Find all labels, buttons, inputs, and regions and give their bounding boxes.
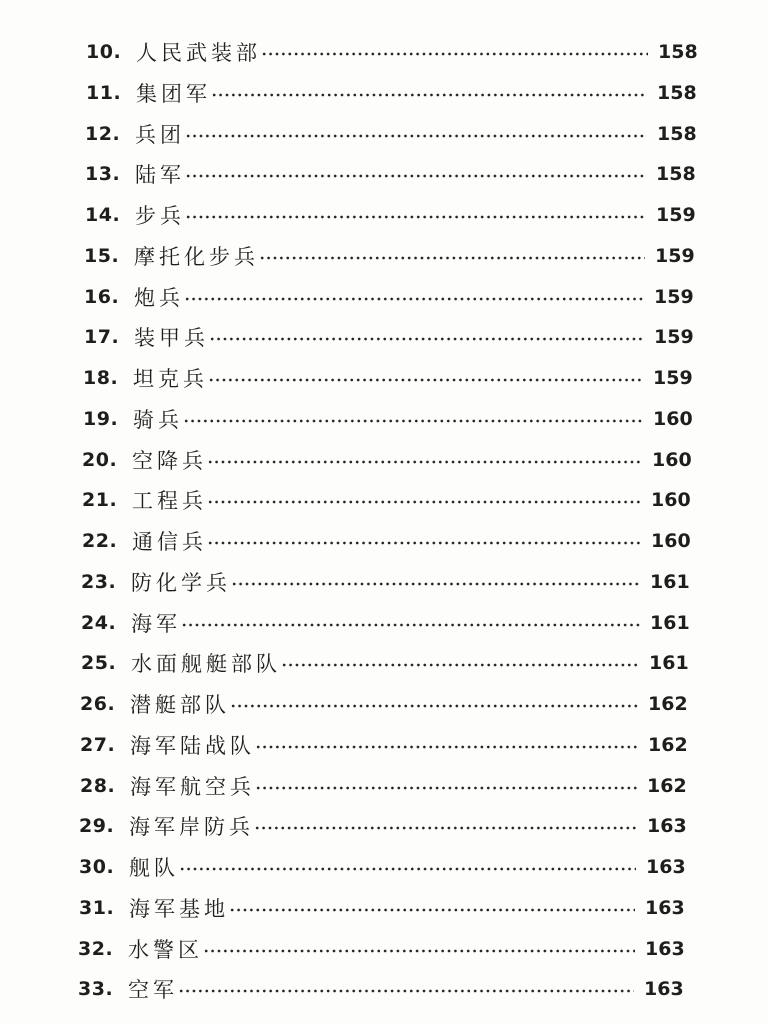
toc-entry bbox=[85, 198, 698, 232]
entry-title: 海军基地 bbox=[129, 896, 229, 921]
entry-number: 19. bbox=[83, 407, 119, 430]
dot-leader bbox=[211, 92, 647, 98]
dot-leader bbox=[183, 418, 643, 424]
dot-leader bbox=[207, 499, 641, 505]
dot-leader bbox=[255, 785, 637, 791]
entry-page-number: 163 bbox=[644, 978, 684, 1001]
toc-entry bbox=[84, 280, 696, 314]
toc-entry bbox=[86, 76, 699, 110]
entry-page-number: 163 bbox=[646, 856, 686, 878]
entry-number: 32. bbox=[78, 937, 114, 960]
entry-title: 装甲兵 bbox=[134, 326, 209, 351]
toc-entry bbox=[80, 728, 690, 762]
toc-entry bbox=[83, 402, 695, 436]
entry-page-number: 162 bbox=[647, 774, 687, 797]
toc-entry bbox=[83, 361, 695, 395]
entry-number: 27. bbox=[80, 733, 116, 756]
entry-page-number: 159 bbox=[655, 244, 695, 267]
toc-entry bbox=[81, 606, 692, 640]
toc-entry bbox=[78, 932, 687, 966]
entry-number: 12. bbox=[85, 122, 121, 145]
toc-entry bbox=[78, 972, 686, 1006]
entry-title: 炮兵 bbox=[134, 285, 184, 310]
dot-leader bbox=[231, 581, 640, 587]
entry-page-number: 160 bbox=[653, 407, 693, 430]
entry-title: 潜艇部队 bbox=[130, 693, 230, 717]
dot-leader bbox=[178, 988, 634, 994]
entry-number: 13. bbox=[85, 163, 121, 186]
entry-title: 摩托化步兵 bbox=[134, 244, 259, 269]
entry-page-number: 160 bbox=[651, 489, 691, 512]
entry-page-number: 162 bbox=[648, 693, 688, 715]
entry-page-number: 158 bbox=[656, 163, 696, 186]
dot-leader bbox=[229, 907, 635, 913]
entry-number: 26. bbox=[80, 693, 116, 715]
toc-entry bbox=[82, 524, 693, 558]
entry-number: 30. bbox=[79, 856, 115, 878]
entry-title: 海军 bbox=[131, 611, 181, 636]
toc-entry bbox=[82, 483, 693, 517]
entry-number: 14. bbox=[85, 204, 121, 226]
entry-number: 23. bbox=[81, 570, 117, 593]
entry-number: 17. bbox=[84, 326, 120, 349]
table-of-contents bbox=[0, 30, 768, 1015]
toc-entry bbox=[84, 320, 696, 354]
entry-page-number: 159 bbox=[654, 326, 694, 349]
dot-leader bbox=[281, 662, 639, 668]
entry-number: 31. bbox=[79, 896, 115, 919]
toc-entry bbox=[85, 157, 698, 191]
entry-number: 11. bbox=[86, 81, 122, 104]
entry-page-number: 160 bbox=[651, 530, 691, 552]
dot-leader bbox=[209, 336, 644, 342]
entry-page-number: 161 bbox=[650, 570, 690, 593]
toc-entry bbox=[85, 117, 699, 151]
toc-entry bbox=[86, 35, 700, 69]
dot-leader bbox=[207, 540, 641, 546]
entry-title: 舰队 bbox=[129, 856, 179, 880]
entry-page-number: 159 bbox=[654, 285, 694, 308]
dot-leader bbox=[179, 866, 636, 872]
entry-title: 步兵 bbox=[135, 204, 185, 228]
entry-page-number: 161 bbox=[649, 652, 689, 675]
entry-title: 骑兵 bbox=[133, 407, 183, 432]
entry-title: 海军岸防兵 bbox=[129, 815, 254, 840]
dot-leader bbox=[185, 214, 646, 220]
entry-title: 海军航空兵 bbox=[130, 774, 255, 799]
dot-leader bbox=[208, 377, 643, 383]
entry-number: 21. bbox=[82, 489, 118, 512]
entry-number: 25. bbox=[81, 652, 117, 675]
entry-number: 10. bbox=[86, 41, 122, 63]
entry-page-number: 159 bbox=[653, 367, 693, 389]
entry-number: 15. bbox=[84, 244, 120, 267]
entry-title: 通信兵 bbox=[132, 530, 207, 554]
entry-number: 22. bbox=[82, 530, 118, 552]
toc-entry bbox=[79, 891, 687, 925]
dot-leader bbox=[185, 133, 647, 139]
toc-entry bbox=[81, 646, 691, 680]
dot-leader bbox=[261, 51, 648, 57]
toc-entry bbox=[79, 850, 688, 884]
entry-title: 空军 bbox=[128, 978, 178, 1003]
entry-title: 坦克兵 bbox=[133, 367, 208, 391]
entry-number: 24. bbox=[81, 611, 117, 634]
toc-entry bbox=[81, 565, 692, 599]
entry-title: 工程兵 bbox=[132, 489, 207, 514]
entry-title: 人民武装部 bbox=[136, 41, 261, 65]
entry-number: 18. bbox=[83, 367, 119, 389]
toc-entry bbox=[79, 809, 689, 843]
entry-page-number: 161 bbox=[650, 611, 690, 634]
dot-leader bbox=[259, 255, 645, 261]
entry-page-number: 160 bbox=[652, 448, 692, 471]
entry-number: 33. bbox=[78, 978, 114, 1001]
entry-page-number: 162 bbox=[648, 733, 688, 756]
entry-page-number: 158 bbox=[658, 41, 698, 63]
toc-entry bbox=[80, 687, 690, 721]
dot-leader bbox=[207, 459, 642, 465]
dot-leader bbox=[255, 744, 638, 750]
toc-entry bbox=[82, 443, 694, 477]
entry-page-number: 163 bbox=[647, 815, 687, 838]
entry-title: 陆军 bbox=[135, 163, 185, 188]
dot-leader bbox=[254, 825, 637, 831]
toc-entry bbox=[80, 769, 689, 803]
entry-number: 29. bbox=[79, 815, 115, 838]
dot-leader bbox=[181, 622, 640, 628]
entry-number: 20. bbox=[82, 448, 118, 471]
toc-entry bbox=[84, 239, 697, 273]
entry-title: 兵团 bbox=[135, 122, 185, 147]
entry-title: 防化学兵 bbox=[131, 570, 231, 595]
entry-page-number: 163 bbox=[645, 937, 685, 960]
entry-page-number: 163 bbox=[645, 896, 685, 919]
entry-title: 水警区 bbox=[128, 937, 203, 962]
entry-page-number: 158 bbox=[657, 122, 697, 145]
entry-number: 16. bbox=[84, 285, 120, 308]
dot-leader bbox=[184, 296, 644, 302]
entry-page-number: 158 bbox=[657, 81, 697, 104]
entry-title: 集团军 bbox=[136, 81, 211, 106]
entry-title: 海军陆战队 bbox=[130, 733, 255, 758]
dot-leader bbox=[230, 703, 638, 709]
dot-leader bbox=[203, 948, 635, 954]
entry-page-number: 159 bbox=[656, 204, 696, 226]
entry-number: 28. bbox=[80, 774, 116, 797]
entry-title: 空降兵 bbox=[132, 448, 207, 473]
dot-leader bbox=[185, 173, 646, 179]
entry-title: 水面舰艇部队 bbox=[131, 652, 281, 677]
